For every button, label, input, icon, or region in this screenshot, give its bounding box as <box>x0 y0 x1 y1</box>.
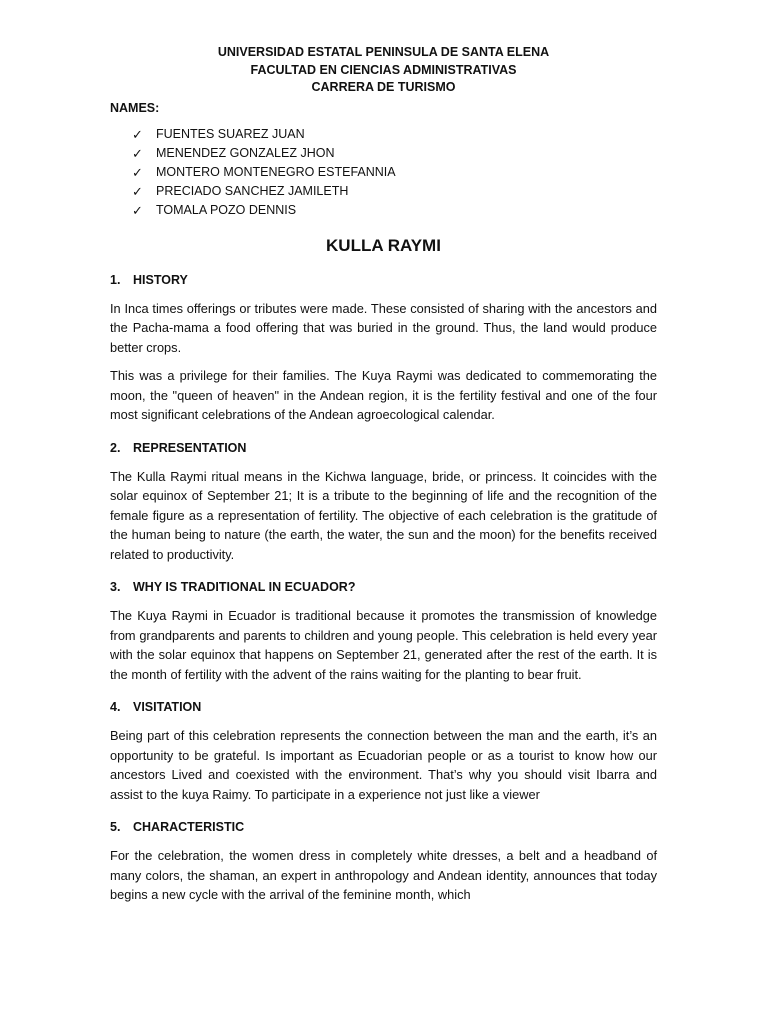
section-heading <box>110 271 657 289</box>
student-name: MENENDEZ GONZALEZ JHON <box>156 145 335 160</box>
paragraph: Being part of this celebration represents the connection between the man and the earth, it’s an opportunity to be grateful. Is important as Ecuadorian people or as a tourist to know how our ancestors Lived and coexisted with the environment. That’s why you should visit Ibarra and assist to the kuya Raimy. To participate in a experience not just like a viewer <box>110 728 657 802</box>
section-number: 3. <box>110 580 121 595</box>
paragraph: The Kulla Raymi ritual means in the Kichwa language, bride, or princess. It coincides with the solar equinox of September 21; It is a tribute to the beginning of life and the recognition of the female figure as a representation of fertility. The objective of each celebration is the gratitude of the human being to nature (the earth, the water, the sun and the moon) for the benefits received related to productivity. <box>110 468 657 562</box>
checkmark-icon: ✓ <box>132 126 143 142</box>
document-title: KULLA RAYMI <box>326 235 441 255</box>
section-heading <box>110 818 657 836</box>
section-title: REPRESENTATION <box>133 440 247 455</box>
paragraph: This was a privilege for their families. The Kuya Raymi was dedicated to commemorating the moon, the "queen of heaven" in the Andean region, it is the fertility festival and one of the four most significant celebrations of the Andean agroecological calendar. <box>110 368 657 423</box>
section-heading <box>110 439 657 457</box>
section-characteristic <box>110 818 657 905</box>
student-name: TOMALA POZO DENNIS <box>156 203 297 218</box>
names-label: NAMES: <box>110 100 160 115</box>
student-name: PRECIADO SANCHEZ JAMILETH <box>156 184 349 199</box>
section-visitation <box>110 698 657 804</box>
checkmark-icon: ✓ <box>132 184 143 200</box>
student-name: FUENTES SUAREZ JUAN <box>156 126 305 141</box>
section-history <box>110 271 657 425</box>
list-item <box>132 125 657 144</box>
section-title: VISITATION <box>133 700 202 715</box>
section-number: 4. <box>110 700 121 715</box>
list-item <box>132 182 657 201</box>
checkmark-icon: ✓ <box>132 164 143 180</box>
section-number: 2. <box>110 440 121 455</box>
section-title: WHY IS TRADITIONAL IN ECUADOR? <box>133 580 356 595</box>
career-name: CARRERA DE TURISMO <box>311 80 456 94</box>
names-list <box>110 125 657 221</box>
faculty-name: FACULTAD EN CIENCIAS ADMINISTRATIVAS <box>250 62 517 77</box>
list-item <box>132 144 657 163</box>
section-title: HISTORY <box>133 272 188 287</box>
paragraph: In Inca times offerings or tributes were made. These consisted of sharing with the ancestors and the Pacha-mama a food offering that was buried in the ground. Thus, the land would produce better crops. <box>110 300 657 355</box>
section-title: CHARACTERISTIC <box>133 820 245 835</box>
section-heading <box>110 698 657 716</box>
paragraph: The Kuya Raymi in Ecuador is traditional because it promotes the transmission of knowledge from grandparents and parents to children and young people. This celebration is held every year with the solar equinox that happens on September 21, generated after the rest of the earth. It is the month of fertility with the advent of the rains waiting for the planting to bear fruit. <box>110 608 657 682</box>
list-item <box>132 201 657 220</box>
section-representation <box>110 439 657 565</box>
section-why-traditional <box>110 578 657 684</box>
student-name: MONTERO MONTENEGRO ESTEFANNIA <box>156 164 396 179</box>
section-number: 5. <box>110 820 121 835</box>
section-number: 1. <box>110 272 121 287</box>
checkmark-icon: ✓ <box>132 203 143 219</box>
checkmark-icon: ✓ <box>132 145 143 161</box>
paragraph: For the celebration, the women dress in completely white dresses, a belt and a headband of many colors, the shaman, an expert in anthropology and Andean identity, announces that today begins a new cycle with the arrival of the feminine month, which <box>110 848 657 903</box>
list-item <box>132 163 657 182</box>
section-heading <box>110 578 657 596</box>
university-name: UNIVERSIDAD ESTATAL PENINSULA DE SANTA ELENA <box>217 45 550 59</box>
document-header <box>110 44 657 97</box>
